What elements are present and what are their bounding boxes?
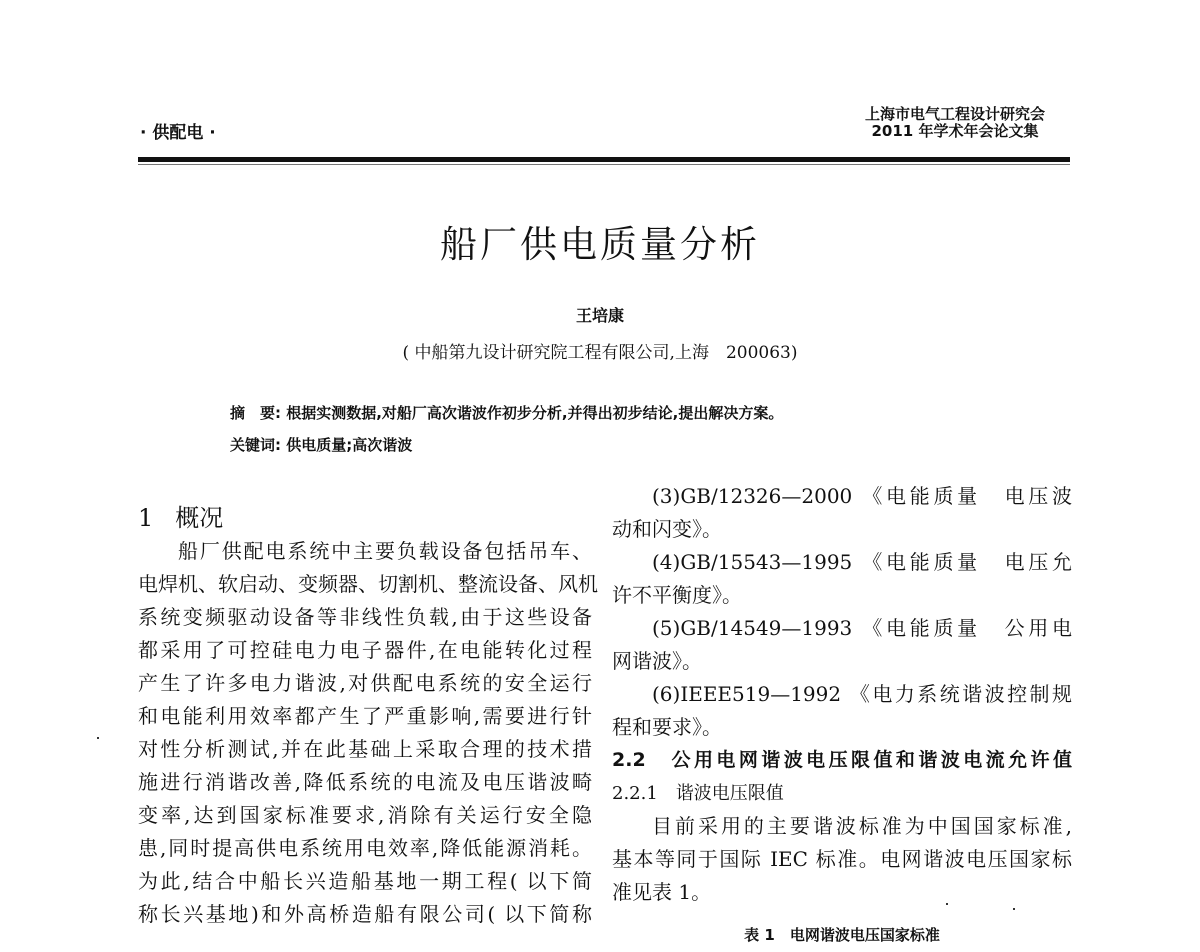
keywords: 关键词: 供电质量;高次谐波 [230, 436, 413, 454]
body-line: 为此,结合中船长兴造船基地一期工程( 以下简 [138, 869, 592, 893]
body-line: 船厂供配电系统中主要负载设备包括吊车、 [178, 539, 592, 563]
body-line: 产生了许多电力谐波,对供配电系统的安全运行 [138, 671, 592, 695]
section-heading-1 [138, 498, 223, 533]
reference-4-cont: 许不平衡度》。 [612, 583, 742, 607]
reference-6-cont: 程和要求》。 [612, 715, 722, 739]
section-heading-2-2-1: 2.2.1 谐波电压限值 [612, 783, 784, 804]
scan-speck [946, 903, 948, 905]
left-column [138, 535, 598, 931]
reference-6: (6)IEEE519—1992 《电力系统谐波控制规 [652, 682, 1072, 706]
reference-4: (4)GB/15543—1995 《电能质量 电压允 [652, 550, 1072, 574]
body-line: 患,同时提高供电系统用电效率,降低能源消耗。 [138, 836, 592, 860]
running-header-publisher [840, 106, 1070, 140]
right-column [612, 480, 1072, 952]
body-line: 系统变频驱动设备等非线性负载,由于这些设备 [138, 605, 592, 629]
reference-3: (3)GB/12326—2000 《电能质量 电压波 [652, 484, 1072, 508]
body-line: 都采用了可控硅电力电子器件,在电能转化过程 [138, 638, 592, 662]
body-line: 称长兴基地)和外高桥造船有限公司( 以下简称 [138, 902, 592, 926]
body-line: 电焊机、软启动、变频器、切割机、整流设备、风机 [138, 572, 598, 596]
table-caption: 表 1 电网谐波电压国家标准 [744, 926, 940, 944]
body-line: 目前采用的主要谐波标准为中国国家标准, [652, 814, 1072, 838]
body-line: 施进行消谐改善,降低系统的电流及电压谐波畸 [138, 770, 592, 794]
scan-speck [97, 737, 99, 739]
body-line: 对性分析测试,并在此基础上采取合理的技术措 [138, 737, 592, 761]
section-heading-2-2: 2.2 公用电网谐波电压限值和谐波电流允许值 [612, 749, 1072, 771]
author: 王培康 [575, 306, 624, 325]
section-number: 1 [138, 504, 154, 532]
body-line: 准见表 1。 [612, 880, 712, 904]
scan-speck [1013, 908, 1015, 910]
abstract: 摘 要: 根据实测数据,对船厂高次谐波作初步分析,并得出初步结论,提出解决方案。 [230, 404, 784, 422]
reference-5-cont: 网谐波》。 [612, 649, 702, 673]
publisher-line-2: 2011 年学术年会论文集 [871, 122, 1039, 140]
reference-3-cont: 动和闪变》。 [612, 517, 722, 541]
reference-5: (5)GB/14549—1993 《电能质量 公用电 [652, 616, 1072, 640]
affiliation: ( 中船第九设计研究院工程有限公司,上海 200063) [402, 343, 798, 363]
paper-title: 船厂供电质量分析 [440, 223, 760, 266]
body-line: 变率,达到国家标准要求,消除有关运行安全隐 [138, 803, 592, 827]
running-header-section: · 供配电 · [140, 123, 216, 143]
body-line: 和电能利用效率都产生了严重影响,需要进行针 [138, 704, 592, 728]
header-rule [138, 157, 1070, 162]
body-line: 基本等同于国际 IEC 标准。电网谐波电压国家标 [612, 847, 1072, 871]
publisher-line-1: 上海市电气工程设计研究会 [864, 105, 1045, 123]
section-title: 概况 [175, 504, 224, 532]
header-rule-thin [138, 164, 1070, 165]
